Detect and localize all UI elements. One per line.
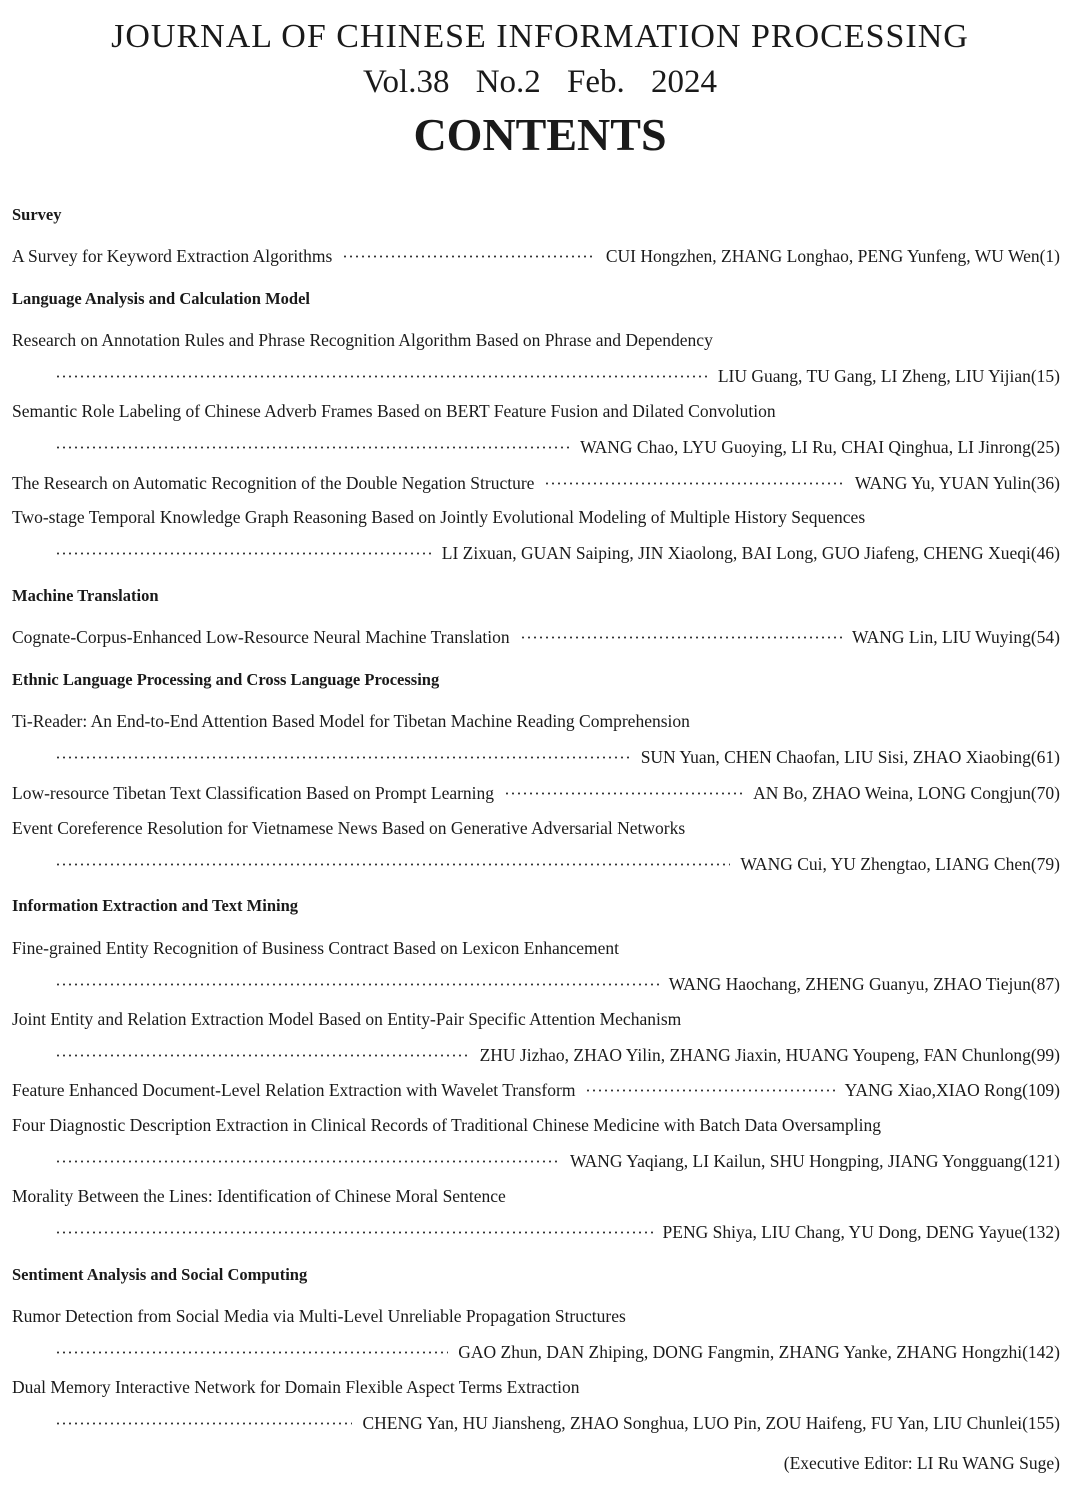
article-authors: YANG Xiao,XIAO Rong(109) (844, 1079, 1060, 1100)
dot-leader (55, 1231, 653, 1234)
article-authors: WANG Lin, LIU Wuying(54) (852, 626, 1060, 647)
toc-entry-continuation (55, 744, 1060, 770)
article-authors: WANG Chao, LYU Guoying, LI Ru, CHAI Qinghua, LI Jinrong(25) (580, 436, 1060, 457)
article-title: The Research on Automatic Recognition of the Double Negation Structure (12, 472, 535, 493)
article-authors: LIU Guang, TU Gang, LI Zheng, LIU Yijian(15) (717, 365, 1060, 386)
article-title[interactable]: Dual Memory Interactive Network for Domain Flexible Aspect Terms Extraction (12, 1377, 580, 1397)
article-authors: AN Bo, ZHAO Weina, LONG Congjun(70) (753, 782, 1060, 803)
toc-entry[interactable] (12, 1077, 1060, 1103)
dot-leader (55, 1422, 352, 1425)
article-authors: GAO Zhun, DAN Zhiping, DONG Fangmin, ZHANG Yanke, ZHANG Hongzhi(142) (458, 1341, 1060, 1362)
executive-editor-note: (Executive Editor: LI Ru WANG Suge) (783, 1453, 1060, 1473)
dot-leader (544, 482, 844, 485)
toc-entry[interactable] (12, 243, 1060, 269)
toc-entry[interactable] (12, 780, 1060, 806)
article-title[interactable]: Semantic Role Labeling of Chinese Adverb Frames Based on BERT Feature Fusion and Dilated Convolution (12, 401, 776, 421)
dot-leader (55, 863, 730, 866)
dot-leader (504, 792, 743, 795)
section-heading: Machine Translation (12, 586, 159, 605)
article-authors: ZHU Jizhao, ZHAO Yilin, ZHANG Jiaxin, HUANG Youpeng, FAN Chunlong(99) (479, 1044, 1060, 1065)
journal-title: JOURNAL OF CHINESE INFORMATION PROCESSING (111, 18, 969, 55)
article-title[interactable]: Joint Entity and Relation Extraction Model Based on Entity-Pair Specific Attention Mechanism (12, 1009, 682, 1029)
toc-entry-continuation (55, 1148, 1060, 1174)
toc-entry-continuation (55, 540, 1060, 566)
section-heading: Language Analysis and Calculation Model (12, 289, 310, 308)
article-title: A Survey for Keyword Extraction Algorithms (12, 245, 333, 266)
toc-entry[interactable] (12, 470, 1060, 496)
toc-entry-continuation (55, 363, 1060, 389)
section-heading: Sentiment Analysis and Social Computing (12, 1265, 308, 1284)
article-title: Low-resource Tibetan Text Classification Based on Prompt Learning (12, 782, 495, 803)
dot-leader (520, 636, 842, 639)
article-authors: CUI Hongzhen, ZHANG Longhao, PENG Yunfeng, WU Wen(1) (605, 245, 1060, 266)
dot-leader (55, 1160, 560, 1163)
dot-leader (55, 983, 659, 986)
dot-leader (585, 1089, 834, 1092)
article-title[interactable]: Four Diagnostic Description Extraction in Clinical Records of Traditional Chinese Medicine with Batch Data Oversampling (12, 1115, 882, 1135)
dot-leader (55, 756, 631, 759)
article-authors: PENG Shiya, LIU Chang, YU Dong, DENG Yayue(132) (662, 1221, 1060, 1242)
toc-entry-continuation (55, 434, 1060, 460)
article-title[interactable]: Rumor Detection from Social Media via Multi-Level Unreliable Propagation Structures (12, 1306, 626, 1326)
toc-entry-continuation (55, 971, 1060, 997)
article-authors: WANG Cui, YU Zhengtao, LIANG Chen(79) (740, 853, 1060, 874)
issue-info: Vol.38 No.2 Feb. 2024 (362, 64, 718, 100)
article-title[interactable]: Two-stage Temporal Knowledge Graph Reasoning Based on Jointly Evolutional Modeling of Multiple History Sequences (12, 507, 866, 527)
toc-entry-continuation (55, 1410, 1060, 1436)
contents-heading: CONTENTS (413, 109, 667, 160)
article-title[interactable]: Ti-Reader: An End-to-End Attention Based Model for Tibetan Machine Reading Comprehension (12, 711, 690, 731)
dot-leader (55, 1054, 470, 1057)
section-heading: Ethnic Language Processing and Cross Language Processing (12, 670, 440, 689)
article-title: Feature Enhanced Document-Level Relation Extraction with Wavelet Transform (12, 1079, 576, 1100)
article-authors: WANG Yaqiang, LI Kailun, SHU Hongping, JIANG Yongguang(121) (570, 1150, 1060, 1171)
toc-entry[interactable] (12, 624, 1060, 650)
toc-entry-continuation (55, 1042, 1060, 1068)
section-heading: Information Extraction and Text Mining (12, 896, 299, 915)
toc-entry-continuation (55, 1219, 1060, 1245)
dot-leader (55, 1351, 448, 1354)
dot-leader (342, 255, 596, 258)
section-heading: Survey (12, 205, 62, 224)
dot-leader (55, 552, 432, 555)
article-title[interactable]: Fine-grained Entity Recognition of Business Contract Based on Lexicon Enhancement (12, 938, 620, 958)
article-title[interactable]: Morality Between the Lines: Identification of Chinese Moral Sentence (12, 1186, 506, 1206)
article-authors: LI Zixuan, GUAN Saiping, JIN Xiaolong, BAI Long, GUO Jiafeng, CHENG Xueqi(46) (441, 542, 1060, 563)
article-title[interactable]: Research on Annotation Rules and Phrase Recognition Algorithm Based on Phrase and Dependency (12, 330, 713, 350)
article-authors: WANG Haochang, ZHENG Guanyu, ZHAO Tiejun(87) (668, 973, 1060, 994)
article-authors: SUN Yuan, CHEN Chaofan, LIU Sisi, ZHAO Xiaobing(61) (640, 746, 1060, 767)
article-title[interactable]: Event Coreference Resolution for Vietnamese News Based on Generative Adversarial Networks (12, 818, 686, 838)
article-authors: WANG Yu, YUAN Yulin(36) (854, 472, 1060, 493)
article-title: Cognate-Corpus-Enhanced Low-Resource Neural Machine Translation (12, 626, 510, 647)
toc-entry-continuation (55, 1339, 1060, 1365)
dot-leader (55, 446, 570, 449)
dot-leader (55, 375, 708, 378)
toc-entry-continuation (55, 851, 1060, 877)
article-authors: CHENG Yan, HU Jiansheng, ZHAO Songhua, LUO Pin, ZOU Haifeng, FU Yan, LIU Chunlei(155) (362, 1412, 1060, 1433)
